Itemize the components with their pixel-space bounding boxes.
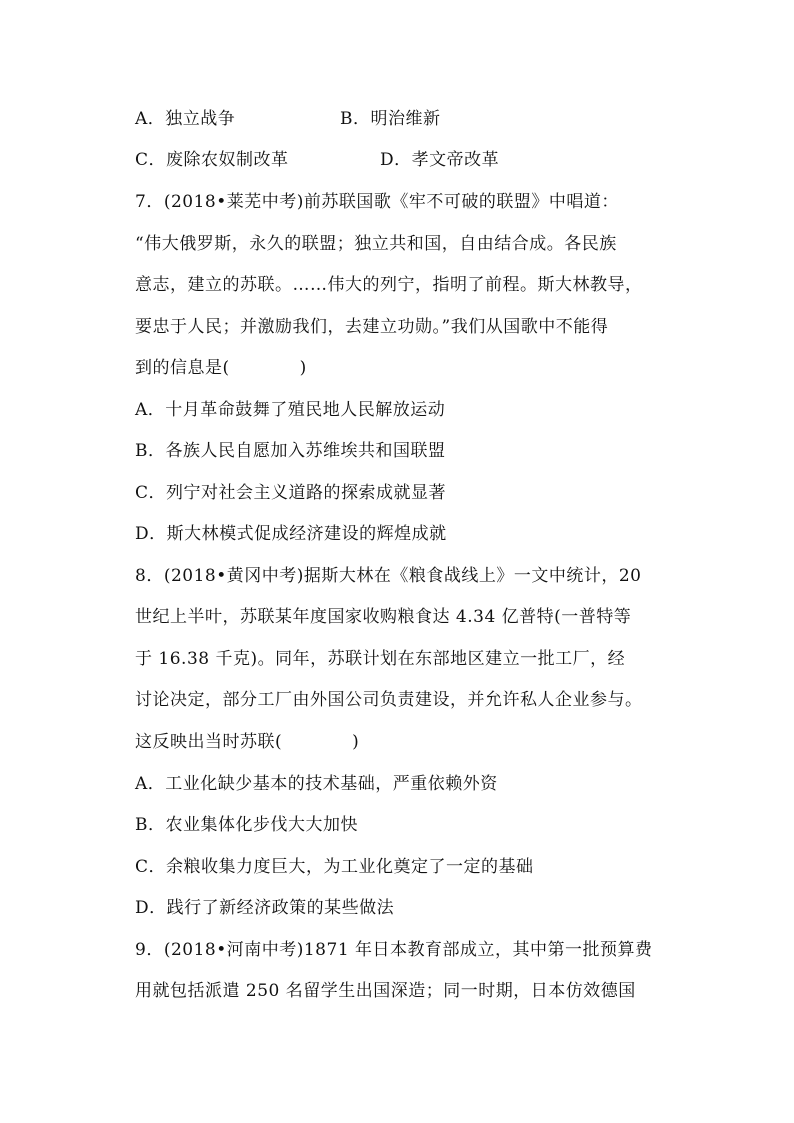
q9-stem-line-1: 9．(2018•河南中考)1871 年日本教育部成立，其中第一批预算费 [135,940,653,960]
q8-option-a: A．工业化缺少基本的技术基础，严重依赖外资 [135,774,498,794]
q7-option-a: A．十月革命鼓舞了殖民地人民解放运动 [135,400,446,420]
prev-options-row-2 [135,148,665,172]
q8-stem-line-3: 于 16.38 千克)。同年，苏联计划在东部地区建立一批工厂，经 [135,649,626,669]
q7-stem-line-4: 要忠于人民；并激励我们，去建立功勋。”我们从国歌中不能得 [135,317,609,337]
q8-option-b: B．农业集体化步伐大大加快 [135,815,358,835]
q9-stem-line-2: 用就包括派遣 250 名留学生出国深造；同一时期，日本仿效德国 [135,981,636,1001]
q8-stem-line-2: 世纪上半叶，苏联某年度国家收购粮食达 4.34 亿普特(一普特等 [135,607,632,627]
q8-option-c: C．余粮收集力度巨大，为工业化奠定了一定的基础 [135,857,534,877]
q7-stem-line-1: 7．(2018•莱芜中考)前苏联国歌《牢不可破的联盟》中唱道： [135,192,619,212]
q8-stem-line-5: 这反映出当时苏联( ) [135,732,360,752]
q7-option-c: C．列宁对社会主义道路的探索成就显著 [135,483,447,503]
q7-stem-line-3: 意志，建立的苏联。……伟大的列宁，指明了前程。斯大林教导， [135,275,643,295]
q8-stem-line-1: 8．(2018•黄冈中考)据斯大林在《粮食战线上》一文中统计，20 [135,566,642,586]
q8-option-d: D．践行了新经济政策的某些做法 [135,898,395,918]
q7-option-d: D．斯大林模式促成经济建设的辉煌成就 [135,524,447,544]
q8-stem-line-4: 讨论决定，部分工厂由外国公司负责建设，并允许私人企业参与。 [135,690,643,710]
option-a: A．独立战争 [135,109,236,129]
q7-stem-line-2: “伟大俄罗斯，永久的联盟；独立共和国，自由结合成。各民族 [135,234,617,254]
q7-stem-line-5: 到的信息是( ) [135,358,307,378]
option-b: B．明治维新 [340,109,441,129]
prev-options-row-1 [135,107,665,131]
q7-option-b: B．各族人民自愿加入苏维埃共和国联盟 [135,441,446,461]
option-d: D．孝文帝改革 [380,150,500,170]
option-c: C．废除农奴制改革 [135,150,289,170]
